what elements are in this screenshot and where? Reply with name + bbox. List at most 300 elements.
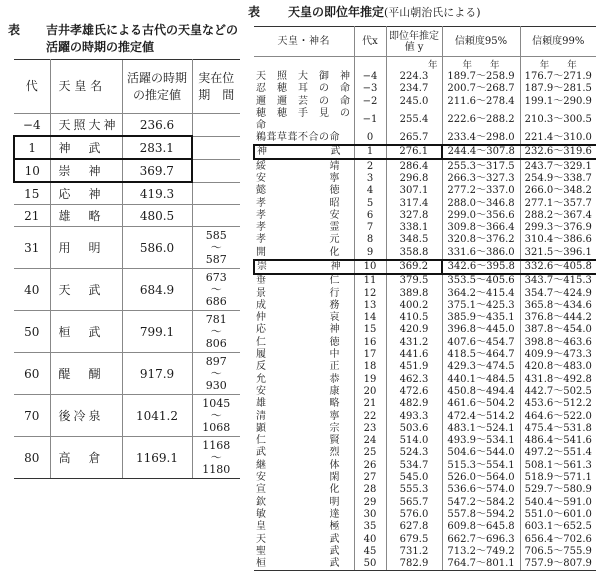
- name-cell: 皇 極: [254, 521, 354, 533]
- name-cell: 景 行: [254, 287, 354, 299]
- dai-cell: −4: [14, 114, 50, 137]
- table-row: [254, 159, 596, 172]
- emperor-name-cell: 天照大神: [50, 114, 122, 137]
- dai-cell: 40: [14, 269, 50, 311]
- actual-period-cell: [192, 395, 240, 437]
- ci99-cell: 431.8〜492.8: [524, 373, 592, 385]
- estimate-cell: 283.1: [122, 136, 192, 159]
- table-row: [254, 234, 596, 246]
- estimate-y-cell: 348.5: [386, 234, 442, 246]
- dai-x-cell: 6: [354, 210, 386, 222]
- ci95-cell: 440.1〜484.5: [442, 374, 520, 386]
- estimate-y-cell: 782.9: [386, 558, 442, 571]
- name-cell: 孝 元: [254, 234, 354, 246]
- actual-to: 587: [205, 252, 227, 266]
- dai-x-cell: 5: [354, 197, 386, 209]
- header-emperor-name: 天 皇 名: [50, 60, 122, 114]
- table-row: [254, 247, 596, 260]
- dai-x-cell: 30: [354, 509, 386, 521]
- ci99-cell: 420.8〜483.0: [524, 361, 592, 373]
- table-row: [254, 71, 596, 83]
- table-row: [254, 210, 596, 222]
- actual-period-cell: [192, 437, 240, 479]
- dai-x-cell: 19: [354, 374, 386, 386]
- table-row: [254, 558, 596, 571]
- estimate-y-cell: 731.2: [386, 546, 442, 558]
- ci95-cell: 211.6〜278.4: [442, 96, 520, 108]
- estimate-y-cell: 327.8: [386, 210, 442, 222]
- name-cell: 聖 武: [254, 546, 354, 558]
- table-row: [14, 182, 240, 205]
- ci99-cell: 365.8〜434.6: [524, 299, 592, 311]
- name-cell: 仁 徳: [254, 337, 354, 349]
- table-row: [14, 437, 240, 479]
- ci95-cell: 536.6〜574.0: [442, 484, 520, 496]
- table-row: [254, 361, 596, 373]
- dai-cell: 10: [14, 159, 50, 182]
- actual-period-cell: [192, 353, 240, 395]
- estimate-y-cell: 679.5: [386, 533, 442, 545]
- emperor-name-cell: 崇 神: [50, 159, 122, 182]
- dai-x-cell: 26: [354, 460, 386, 472]
- table-row: [14, 311, 240, 353]
- header-actual-period: 実在位期 間: [192, 60, 240, 114]
- unit-estimate: 年: [386, 57, 442, 72]
- estimate-y-cell: 627.8: [386, 521, 442, 533]
- unit-ci99: 年 年: [539, 60, 577, 71]
- actual-from: 673: [205, 270, 227, 284]
- dai-cell: 70: [14, 395, 50, 437]
- header-ci95: 信頼度95%: [442, 27, 520, 57]
- ci95-cell: 299.0〜356.6: [442, 210, 520, 222]
- estimate-cell: 480.5: [122, 205, 192, 227]
- emperor-name-cell: 神 武: [50, 136, 122, 159]
- ci95-cell: 713.2〜749.2: [442, 546, 520, 558]
- ci95-cell: 353.5〜405.6: [442, 274, 520, 287]
- name-cell: 天 武: [254, 533, 354, 545]
- dai-x-cell: 15: [354, 324, 386, 336]
- name-cell: 成 務: [254, 300, 354, 312]
- ci95-cell: 277.2〜337.0: [442, 185, 520, 197]
- ci95-cell: 288.0〜346.8: [442, 197, 520, 209]
- table-row: [254, 197, 596, 209]
- name-cell: 邇 邇 芸 の 命: [254, 96, 354, 108]
- dai-x-cell: 21: [354, 398, 386, 410]
- ci95-cell: 662.7〜696.3: [442, 533, 520, 545]
- ci99-cell: 706.5〜755.9: [524, 545, 592, 557]
- estimate-y-cell: 451.9: [386, 361, 442, 373]
- dai-x-cell: 3: [354, 173, 386, 185]
- name-cell: 敏 達: [254, 509, 354, 521]
- actual-from: 1045: [202, 396, 231, 410]
- dai-x-cell: −4: [354, 71, 386, 83]
- estimate-y-cell: 482.9: [386, 398, 442, 410]
- right-caption-tag: 表: [248, 5, 261, 19]
- name-cell: 宣 化: [254, 484, 354, 496]
- table-row: [254, 349, 596, 361]
- ci99-cell: 243.7〜329.1: [524, 160, 592, 172]
- dai-cell: 15: [14, 182, 50, 205]
- actual-period-cell: [192, 136, 240, 159]
- actual-to: 806: [205, 336, 227, 350]
- table-row: [254, 83, 596, 95]
- name-cell: 孝 霊: [254, 222, 354, 234]
- estimate-y-cell: 503.6: [386, 423, 442, 435]
- name-cell: 顕 宗: [254, 423, 354, 435]
- actual-from: 897: [205, 354, 227, 368]
- right-caption-subtitle: (平山朝治氏による): [384, 6, 481, 19]
- yoshii-estimate-table: [13, 59, 240, 479]
- table-row: [254, 497, 596, 509]
- name-cell: 仁 賢: [254, 435, 354, 447]
- left-caption-tag: 表: [8, 23, 21, 37]
- range-mark: 〜: [210, 408, 222, 422]
- ci95-cell: 342.6〜395.8: [442, 260, 520, 274]
- dai-x-cell: 24: [354, 435, 386, 447]
- dai-x-cell: 22: [354, 410, 386, 422]
- right-caption-title: 天皇の即位年推定: [288, 5, 385, 19]
- name-cell: 穂 穂 手 見 の 命: [256, 107, 361, 131]
- table-row: [14, 227, 240, 269]
- name-cell: 鵜葺草葺不合の命: [254, 132, 354, 145]
- actual-from: 781: [205, 312, 227, 326]
- estimate-y-cell: 358.8: [386, 247, 442, 260]
- emperor-name-cell: 用 明: [50, 227, 122, 269]
- estimate-cell: 684.9: [122, 269, 192, 311]
- dai-cell: 50: [14, 311, 50, 353]
- header-dai: 代: [14, 60, 50, 114]
- ci95-cell: 320.8〜376.2: [442, 234, 520, 246]
- estimate-y-cell: 379.5: [386, 274, 442, 287]
- dai-x-cell: 27: [354, 472, 386, 484]
- ci99-cell: 453.6〜512.2: [524, 398, 592, 410]
- ci99-cell: 277.1〜357.7: [524, 197, 592, 209]
- dai-x-cell: 40: [354, 533, 386, 545]
- dai-x-cell: 11: [354, 274, 386, 287]
- emperor-name-cell: 雄 略: [50, 205, 122, 227]
- name-cell: 雄 略: [254, 398, 354, 410]
- ci95-cell: 266.3〜327.3: [442, 173, 520, 185]
- emperor-name-cell: 醍 醐: [50, 353, 122, 395]
- ci95-cell: 200.7〜268.7: [442, 83, 520, 95]
- ci99-cell: 321.5〜396.1: [524, 246, 592, 258]
- table-row: [14, 159, 240, 182]
- name-cell: 安 寧: [254, 173, 354, 185]
- header-dai-x: 代x: [354, 27, 386, 57]
- right-header-row: [254, 27, 596, 57]
- table-row: [254, 337, 596, 349]
- estimate-cell: 586.0: [122, 227, 192, 269]
- ci95-cell: 309.8〜366.4: [442, 222, 520, 234]
- ci95-cell: 222.6〜288.2: [442, 108, 520, 132]
- units-row: [254, 57, 596, 72]
- header-estimate: 活躍の時期の推定値: [122, 60, 192, 114]
- dai-x-cell: 20: [354, 386, 386, 398]
- estimate-cell: 369.7: [122, 159, 192, 182]
- ci99-cell: 540.4〜591.0: [524, 496, 592, 508]
- estimate-cell: 236.6: [122, 114, 192, 137]
- estimate-y-cell: 524.3: [386, 447, 442, 459]
- table-row: [254, 484, 596, 496]
- table-row: [254, 509, 596, 521]
- ci99-cell: 210.3〜300.5: [524, 113, 592, 125]
- estimate-y-cell: 462.3: [386, 374, 442, 386]
- name-cell: 忍 穂 耳 の 命: [254, 83, 354, 95]
- actual-to: 686: [205, 294, 227, 308]
- estimate-y-cell: 369.2: [386, 260, 442, 274]
- dai-x-cell: −2: [354, 96, 386, 108]
- dai-cell: 21: [14, 205, 50, 227]
- estimate-y-cell: 224.3: [386, 71, 442, 83]
- table-row: [254, 222, 596, 234]
- ci99-cell: 332.6〜405.8: [520, 260, 596, 274]
- table-row: [254, 423, 596, 435]
- ci99-cell: 442.7〜502.5: [524, 385, 592, 397]
- estimate-y-cell: 555.3: [386, 484, 442, 496]
- ci99-cell: 757.9〜807.9: [520, 558, 596, 571]
- dai-x-cell: 0: [354, 132, 386, 145]
- table-row: [254, 410, 596, 422]
- dai-x-cell: 28: [354, 484, 386, 496]
- emperor-name-cell: 高 倉: [50, 437, 122, 479]
- table-row: [254, 324, 596, 336]
- name-cell: 孝 昭: [254, 197, 354, 209]
- ci95-cell: 364.2〜415.4: [442, 287, 520, 299]
- table-row: [254, 173, 596, 185]
- name-cell: 綏 靖: [254, 159, 354, 172]
- name-cell: 孝 安: [254, 210, 354, 222]
- dai-x-cell: 13: [354, 300, 386, 312]
- actual-period-cell: [192, 114, 240, 137]
- name-cell: 応 神: [254, 324, 354, 336]
- table-row: [14, 353, 240, 395]
- ci95-cell: 429.3〜474.5: [442, 361, 520, 373]
- estimate-y-cell: 576.0: [386, 509, 442, 521]
- dai-x-cell: 4: [354, 185, 386, 197]
- actual-period-cell: [192, 227, 240, 269]
- actual-period-cell: [192, 311, 240, 353]
- emperor-name-cell: 応 神: [50, 182, 122, 205]
- table-row: [254, 274, 596, 287]
- ci99-cell: 299.3〜376.9: [524, 222, 592, 234]
- estimate-cell: 419.3: [122, 182, 192, 205]
- estimate-y-cell: 400.2: [386, 300, 442, 312]
- ci99-cell: 199.1〜290.9: [524, 95, 592, 107]
- actual-from: 585: [205, 228, 227, 242]
- name-cell: 仲 哀: [254, 312, 354, 324]
- estimate-y-cell: 514.0: [386, 435, 442, 447]
- ci99-cell: 497.2〜551.4: [524, 447, 592, 459]
- table-row: [254, 435, 596, 447]
- left-header-row: [14, 60, 240, 114]
- actual-period-cell: [192, 269, 240, 311]
- ci95-cell: 461.6〜504.2: [442, 398, 520, 410]
- name-cell: 懿 徳: [254, 185, 354, 197]
- header-ci99: 信頼度99%: [520, 27, 596, 57]
- ci95-cell: 483.1〜524.1: [442, 423, 520, 435]
- dai-x-cell: 16: [354, 337, 386, 349]
- ci99-cell: 486.4〜541.6: [524, 435, 592, 447]
- dai-x-cell: 17: [354, 349, 386, 361]
- range-mark: 〜: [210, 324, 222, 338]
- dai-x-cell: 12: [354, 287, 386, 299]
- actual-to: 1068: [202, 420, 231, 434]
- left-caption-title: 吉井孝雄氏による古代の天皇などの活躍の時期の推定値: [46, 23, 239, 54]
- estimate-y-cell: 286.4: [386, 159, 442, 172]
- ci95-cell: 493.9〜534.1: [442, 435, 520, 447]
- estimate-y-cell: 410.5: [386, 312, 442, 324]
- ci95-cell: 504.6〜544.0: [442, 447, 520, 459]
- ci99-cell: 529.7〜580.9: [524, 484, 592, 496]
- name-cell: 垂 仁: [254, 274, 354, 287]
- estimate-y-cell: 493.3: [386, 410, 442, 422]
- ci99-cell: 288.2〜367.4: [524, 209, 592, 221]
- name-cell: 神 武: [254, 145, 354, 159]
- ci99-cell: 603.1〜652.5: [524, 521, 592, 533]
- estimate-y-cell: 317.4: [386, 197, 442, 209]
- table-row: [254, 460, 596, 472]
- name-cell: 継 体: [254, 460, 354, 472]
- ci99-cell: 221.4〜310.0: [524, 132, 592, 144]
- dai-x-cell: 45: [354, 546, 386, 558]
- ci99-cell: 508.1〜561.3: [524, 459, 592, 471]
- table-row: [254, 398, 596, 410]
- hirayama-estimate-table: [253, 26, 596, 571]
- dai-x-cell: 2: [354, 159, 386, 172]
- estimate-y-cell: 338.1: [386, 222, 442, 234]
- estimate-y-cell: 389.8: [386, 287, 442, 299]
- dai-x-cell: 10: [354, 260, 386, 274]
- table-row: [254, 374, 596, 386]
- ci99-cell: 376.8〜444.2: [524, 312, 592, 324]
- ci99-cell: 518.9〜571.1: [524, 472, 592, 484]
- dai-x-cell: 23: [354, 423, 386, 435]
- ci99-cell: 551.0〜601.0: [524, 508, 592, 520]
- estimate-y-cell: 255.4: [386, 108, 442, 132]
- dai-x-cell: 1: [354, 145, 386, 159]
- name-cell: 崇 神: [254, 260, 354, 274]
- ci95-cell: 472.4〜514.2: [442, 410, 520, 422]
- table-row: [254, 312, 596, 324]
- ci99-cell: 254.9〜338.7: [524, 172, 592, 184]
- table-row: [14, 136, 240, 159]
- estimate-y-cell: 265.7: [386, 132, 442, 145]
- estimate-y-cell: 565.7: [386, 497, 442, 509]
- dai-cell: 80: [14, 437, 50, 479]
- emperor-name-cell: 天 武: [50, 269, 122, 311]
- ci95-cell: 547.2〜584.2: [442, 497, 520, 509]
- table-row: [254, 108, 596, 132]
- dai-cell: 60: [14, 353, 50, 395]
- estimate-y-cell: 431.2: [386, 337, 442, 349]
- table-row: [254, 185, 596, 197]
- table-row: [254, 96, 596, 108]
- ci95-cell: 233.4〜298.0: [442, 132, 520, 145]
- actual-to: 930: [205, 378, 227, 392]
- range-mark: 〜: [210, 240, 222, 254]
- dai-x-cell: 14: [354, 312, 386, 324]
- estimate-y-cell: 234.7: [386, 83, 442, 95]
- ci95-cell: 764.7〜801.1: [442, 558, 520, 571]
- table-row: [14, 269, 240, 311]
- ci99-cell: 310.4〜386.6: [524, 234, 592, 246]
- table-row: [254, 546, 596, 558]
- estimate-y-cell: 441.6: [386, 349, 442, 361]
- unit-ci95: 年 年: [442, 57, 520, 72]
- ci95-cell: 407.6〜454.7: [442, 337, 520, 349]
- dai-x-cell: 9: [354, 247, 386, 260]
- table-row: [254, 145, 596, 159]
- actual-period-cell: [192, 205, 240, 227]
- name-cell: 開 化: [254, 247, 354, 260]
- dai-x-cell: 7: [354, 222, 386, 234]
- name-cell: 欽 明: [254, 497, 354, 509]
- dai-x-cell: 18: [354, 361, 386, 373]
- table-row: [254, 287, 596, 299]
- ci95-cell: 609.8〜645.8: [442, 521, 520, 533]
- dai-cell: 31: [14, 227, 50, 269]
- dai-x-cell: 8: [354, 234, 386, 246]
- dai-cell: 1: [14, 136, 50, 159]
- table-row: [254, 386, 596, 398]
- name-cell: 安 康: [254, 386, 354, 398]
- table-row: [14, 395, 240, 437]
- right-table-caption: [248, 4, 598, 21]
- ci99-cell: 187.9〜281.5: [524, 83, 592, 95]
- actual-to: 1180: [202, 462, 231, 476]
- ci95-cell: 450.8〜494.4: [442, 386, 520, 398]
- table-row: [254, 260, 596, 274]
- ci95-cell: 375.1〜425.3: [442, 300, 520, 312]
- table-row: [254, 132, 596, 145]
- header-estimate-y: 即位年推定値 y: [386, 27, 442, 57]
- ci95-cell: 331.6〜386.0: [442, 247, 520, 260]
- estimate-cell: 799.1: [122, 311, 192, 353]
- table-row: [254, 300, 596, 312]
- actual-from: 1168: [202, 438, 231, 452]
- name-cell: 桓 武: [254, 558, 354, 571]
- estimate-y-cell: 307.1: [386, 185, 442, 197]
- estimate-cell: 1169.1: [122, 437, 192, 479]
- table-row: [14, 114, 240, 137]
- ci99-cell: 475.4〜531.8: [524, 422, 592, 434]
- ci99-cell: 409.9〜473.3: [524, 349, 592, 361]
- estimate-y-cell: 534.7: [386, 460, 442, 472]
- emperor-name-cell: 後冷泉: [50, 395, 122, 437]
- estimate-cell: 917.9: [122, 353, 192, 395]
- dai-x-cell: −3: [354, 83, 386, 95]
- table-row: [14, 205, 240, 227]
- actual-period-cell: [192, 159, 240, 182]
- ci95-cell: 557.8〜594.2: [442, 509, 520, 521]
- estimate-y-cell: 420.9: [386, 324, 442, 336]
- name-cell: 武 烈: [254, 447, 354, 459]
- ci99-cell: 398.8〜463.6: [524, 336, 592, 348]
- ci95-cell: 385.9〜435.1: [442, 312, 520, 324]
- header-name: 天皇・神名: [254, 27, 354, 57]
- name-cell: 清 寧: [254, 410, 354, 422]
- name-cell: 安 閑: [254, 472, 354, 484]
- table-row: [254, 447, 596, 459]
- estimate-y-cell: 245.0: [386, 96, 442, 108]
- ci99-cell: 266.0〜348.2: [524, 185, 592, 197]
- name-cell: 天 照 大 御 神: [254, 71, 354, 83]
- ci95-cell: 515.3〜554.1: [442, 460, 520, 472]
- ci99-cell: 464.6〜522.0: [524, 410, 592, 422]
- ci99-cell: 387.8〜454.0: [524, 324, 592, 336]
- range-mark: 〜: [210, 366, 222, 380]
- actual-period-cell: [192, 182, 240, 205]
